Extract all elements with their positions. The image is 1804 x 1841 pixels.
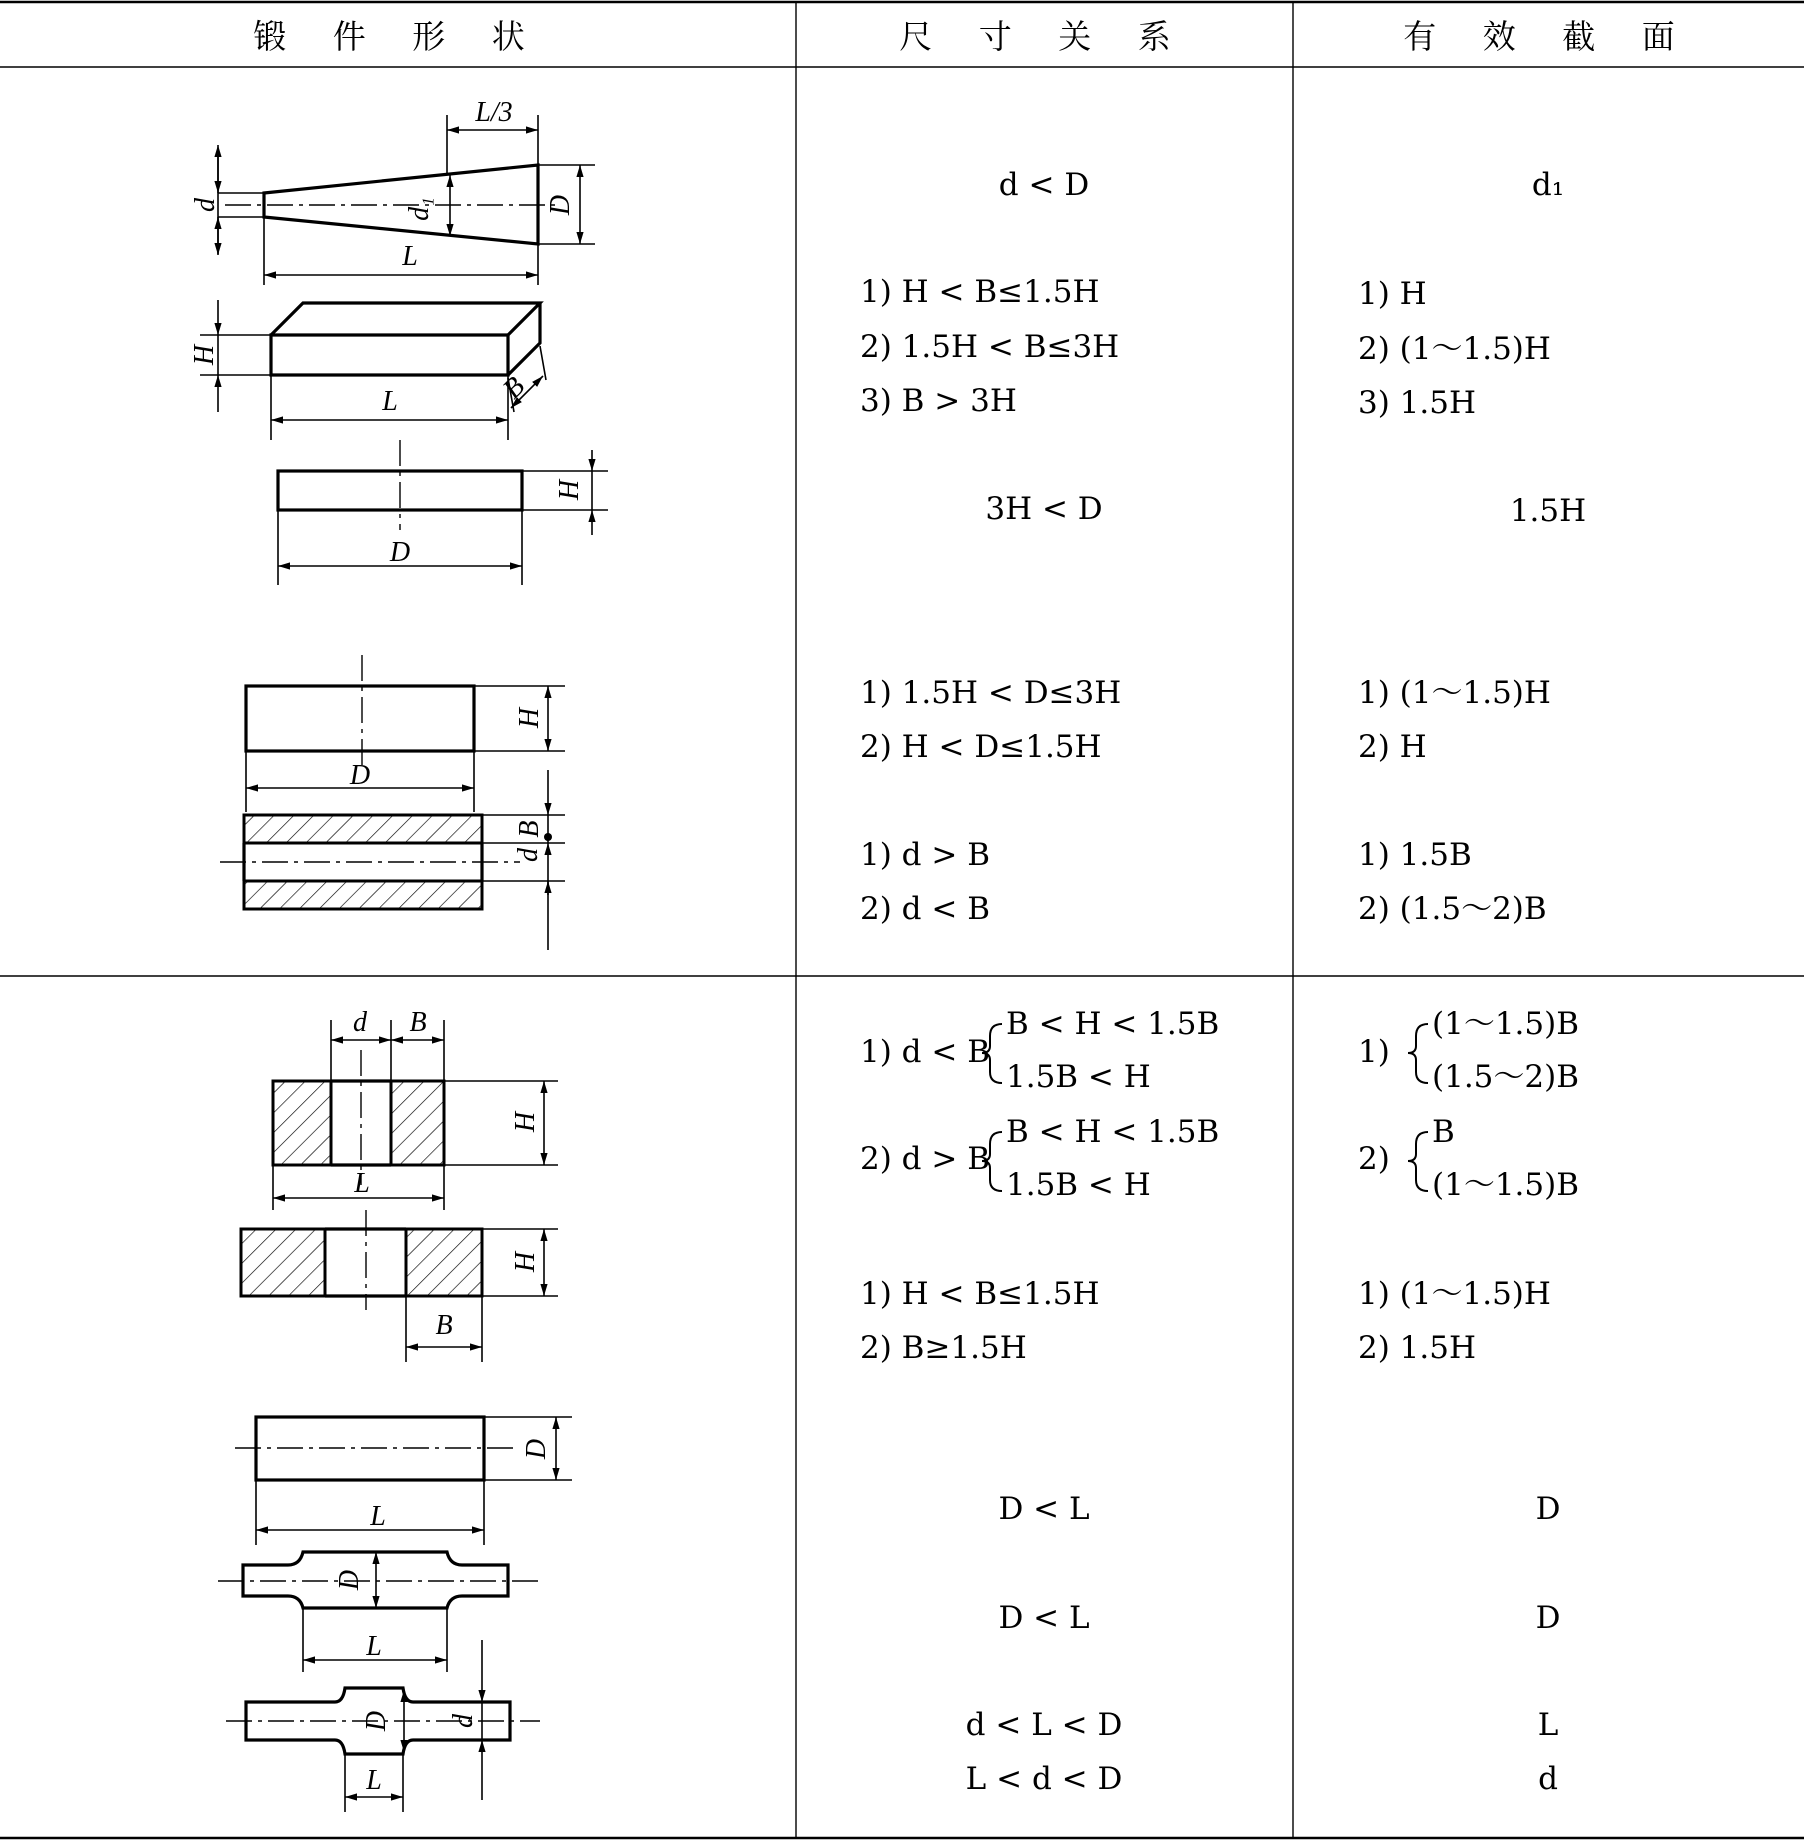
brace-icon <box>982 1024 1002 1083</box>
dim-label: D <box>545 194 576 216</box>
figure-tapered-bar <box>190 97 595 285</box>
dim-label: L <box>370 1501 386 1532</box>
figure-wide-ring <box>241 1210 558 1362</box>
dim-label: d₁ <box>404 197 435 221</box>
dim-label: D <box>361 1710 392 1732</box>
relation-text: 3) B > 3H <box>860 383 1017 419</box>
section-text: 1) 1.5B <box>1358 837 1472 873</box>
section-column <box>1358 167 1586 1797</box>
relation-text: 1.5B < H <box>1006 1059 1151 1095</box>
relation-text: d < L < D <box>965 1707 1123 1743</box>
relation-text: 2) B≥1.5H <box>860 1330 1027 1366</box>
dim-label: H <box>189 344 220 366</box>
section-text: 1) H <box>1358 276 1427 312</box>
figure-rect-block <box>189 300 546 440</box>
relation-text: D < L <box>998 1600 1090 1636</box>
relation-text: 1) 1.5H < D≤3H <box>860 675 1122 711</box>
dim-label: B <box>514 820 545 838</box>
section-text: (1～1.5)B <box>1432 1006 1579 1042</box>
relation-text: 1.5B < H <box>1006 1167 1151 1203</box>
section-text: 2) H <box>1358 729 1427 765</box>
dim-label: L/3 <box>475 97 513 128</box>
figure-long-shaft <box>235 1417 572 1545</box>
brace-icon <box>1408 1132 1428 1191</box>
section-text: D <box>1535 1491 1561 1527</box>
dim-label: B <box>409 1007 427 1038</box>
figure-collar-shaft <box>226 1640 540 1812</box>
section-text: (1～1.5)B <box>1432 1167 1579 1203</box>
section-text: 2) <box>1358 1141 1390 1177</box>
relation-text: B < H < 1.5B <box>1006 1114 1220 1150</box>
section-text: L <box>1537 1707 1559 1743</box>
relation-text: L < d < D <box>965 1761 1123 1797</box>
relation-text: 2) d < B <box>860 891 990 927</box>
relation-text: B < H < 1.5B <box>1006 1006 1220 1042</box>
brace-icon <box>1408 1024 1428 1083</box>
dim-label: D <box>521 1438 552 1460</box>
table-header <box>253 17 1692 56</box>
section-text: d <box>1538 1761 1558 1797</box>
dim-label: L <box>354 1168 370 1199</box>
relation-text: 1) d < B <box>860 1034 990 1070</box>
figure-thin-disc <box>278 440 608 585</box>
dim-label: B <box>496 370 531 405</box>
header-relation: 尺 寸 关 系 <box>899 17 1189 56</box>
section-text: 1) <box>1358 1034 1390 1070</box>
section-text: 1) (1～1.5)H <box>1358 675 1551 711</box>
header-section: 有 效 截 面 <box>1403 17 1693 56</box>
section-text: (1.5～2)B <box>1432 1059 1579 1095</box>
relation-text: 1) H < B≤1.5H <box>860 274 1100 310</box>
section-text: 2) 1.5H <box>1358 1330 1477 1366</box>
figure-stepped-shaft <box>218 1552 538 1672</box>
relation-text: 3H < D <box>985 491 1103 527</box>
dim-label: L <box>366 1765 382 1796</box>
dim-label: d <box>353 1007 367 1038</box>
dim-label: d <box>190 198 221 212</box>
section-text: d₁ <box>1531 167 1565 203</box>
relation-text: 2) d > B <box>860 1141 990 1177</box>
dim-label: L <box>382 386 398 417</box>
section-text: 1.5H <box>1509 493 1587 529</box>
header-shape: 锻 件 形 状 <box>253 17 543 56</box>
section-text: 2) (1～1.5)H <box>1358 331 1551 367</box>
dim-label: H <box>510 1251 541 1273</box>
dim-label: L <box>366 1631 382 1662</box>
dim-label: d <box>448 1714 479 1728</box>
relation-text: 1) d > B <box>860 837 990 873</box>
section-text: 1) (1～1.5)H <box>1358 1276 1551 1312</box>
figure-hollow-tube <box>220 770 565 950</box>
section-text: 3) 1.5H <box>1358 385 1477 421</box>
figure-ring <box>273 1007 558 1210</box>
relation-column <box>860 167 1219 1797</box>
dim-label: d <box>513 848 544 862</box>
dim-label: D <box>349 760 371 791</box>
dim-label: H <box>510 1111 541 1133</box>
dim-label: D <box>334 1569 365 1591</box>
relation-text: 2) H < D≤1.5H <box>860 729 1102 765</box>
relation-text: D < L <box>998 1491 1090 1527</box>
section-text: D <box>1535 1600 1561 1636</box>
relation-text: d < D <box>998 167 1090 203</box>
dim-label: B <box>435 1310 453 1341</box>
section-text: B <box>1432 1114 1455 1150</box>
section-text: 2) (1.5～2)B <box>1358 891 1547 927</box>
dim-label: L <box>402 241 418 272</box>
dim-label: H <box>554 479 585 501</box>
dim-label: H <box>514 707 545 729</box>
figure-cylinder <box>246 655 565 812</box>
relation-text: 1) H < B≤1.5H <box>860 1276 1100 1312</box>
dim-label: D <box>389 537 411 568</box>
relation-text: 2) 1.5H < B≤3H <box>860 329 1120 365</box>
